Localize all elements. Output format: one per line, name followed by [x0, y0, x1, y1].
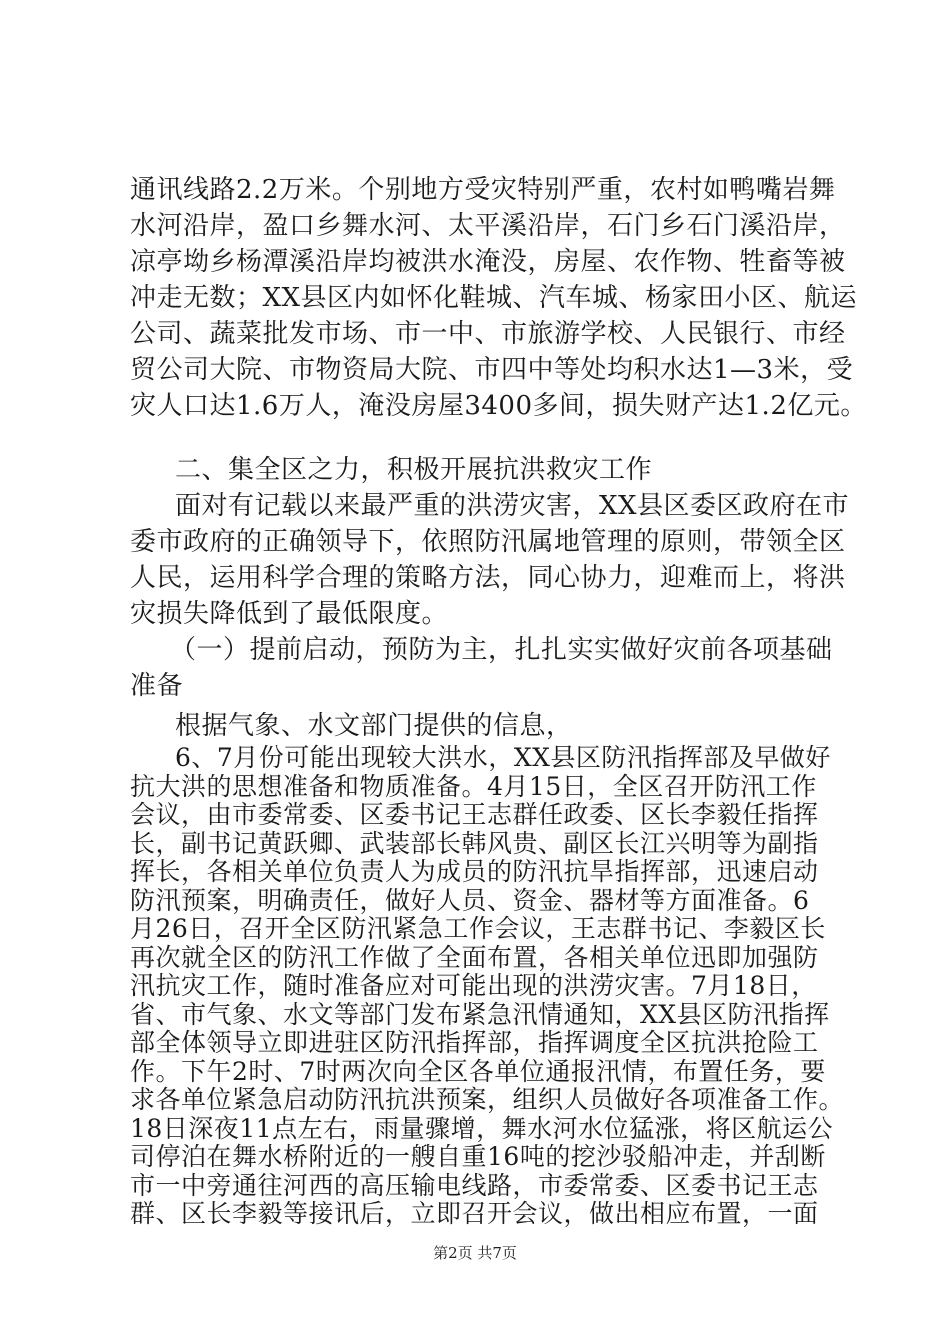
- text-line: 凉亭坳乡杨潭溪沿岸均被洪水淹没，房屋、农作物、牲畜等被: [130, 247, 846, 277]
- text-line: 防汛预案，明确责任，做好人员、资金、器材等方面准备。6: [130, 885, 810, 915]
- text-line: 根据气象、水文部门提供的信息，: [175, 711, 573, 741]
- text-line: 公司、蔬菜批发市场、市一中、市旅游学校、人民银行、市经: [130, 319, 846, 349]
- text-line: 会议，由市委常委、区委书记王志群任政委、区长李毅任指挥: [130, 800, 819, 829]
- text-line: 再次就全区的防汛工作做了全面布置，各相关单位迅即加强防: [130, 942, 819, 972]
- text-line: 抗大洪的思想准备和物质准备。4月15日，全区召开防汛工作: [130, 771, 817, 801]
- text-line: 省、市气象、水文等部门发布紧急汛情通知，XX县区防汛指挥: [130, 999, 830, 1029]
- text-line: 市一中旁通往河西的高压输电线路，市委常委、区委书记王志: [130, 1170, 819, 1200]
- text-line: 贸公司大院、市物资局大院、市四中等处均积水达1—3米，受: [130, 355, 854, 385]
- text-line: 挥长，各相关单位负责人为成员的防汛抗旱指挥部，迅速启动: [130, 857, 819, 886]
- text-line: 月26日，召开全区防汛紧急工作会议，王志群书记、李毅区长: [130, 914, 826, 943]
- text-line: 长，副书记黄跃卿、武装部长韩风贵、副区长江兴明等为副指: [130, 828, 819, 858]
- text-line: 作。下午2时、7时两次向全区各单位通报汛情，布置任务，要: [130, 1056, 826, 1086]
- text-line: 18日深夜11点左右，雨量骤增，舞水河水位猛涨，将区航运公: [130, 1113, 834, 1143]
- subheading: 准备: [130, 671, 184, 701]
- text-line: 部全体领导立即进驻区防汛指挥部，指挥调度全区抗洪抢险工: [130, 1028, 819, 1057]
- text-line: 汛抗灾工作，随时准备应对可能出现的洪涝灾害。7月18日，: [130, 971, 817, 1000]
- text-line: 灾人口达1.6万人，淹没房屋3400多间，损失财产达1.2亿元。: [130, 391, 867, 421]
- text-line: 面对有记载以来最严重的洪涝灾害，XX县区委区政府在市: [175, 491, 850, 521]
- text-line: 委市政府的正确领导下，依照防汛属地管理的原则，带领全区: [130, 527, 846, 557]
- text-line: 通讯线路2.2万米。个别地方受灾特别严重，农村如鸭嘴岩舞: [130, 175, 836, 205]
- text-line: 司停泊在舞水桥附近的一艘自重16吨的挖沙驳船冲走，并刮断: [130, 1142, 826, 1171]
- text-line: 冲走无数；XX县区内如怀化鞋城、汽车城、杨家田小区、航运: [130, 283, 858, 313]
- page-footer: 第2页 共7页: [433, 1244, 517, 1262]
- section-heading: 二、集全区之力，积极开展抗洪救灾工作: [175, 455, 653, 485]
- text-line: 人民，运用科学合理的策略方法，同心协力，迎难而上，将洪: [130, 563, 846, 593]
- subheading: （一）提前启动，预防为主，扎扎实实做好灾前各项基础: [170, 635, 833, 665]
- text-line: 水河沿岸，盈口乡舞水河、太平溪沿岸，石门乡石门溪沿岸，: [130, 211, 846, 241]
- text-line: 6、7月份可能出现较大洪水，XX县区防汛指挥部及早做好: [175, 743, 831, 772]
- text-line: 灾损失降低到了最低限度。: [130, 599, 449, 629]
- text-line: 求各单位紧急启动防汛抗洪预案，组织人员做好各项准备工作。: [130, 1085, 845, 1114]
- text-line: 群、区长李毅等接讯后，立即召开会议，做出相应布置，一面: [130, 1199, 819, 1228]
